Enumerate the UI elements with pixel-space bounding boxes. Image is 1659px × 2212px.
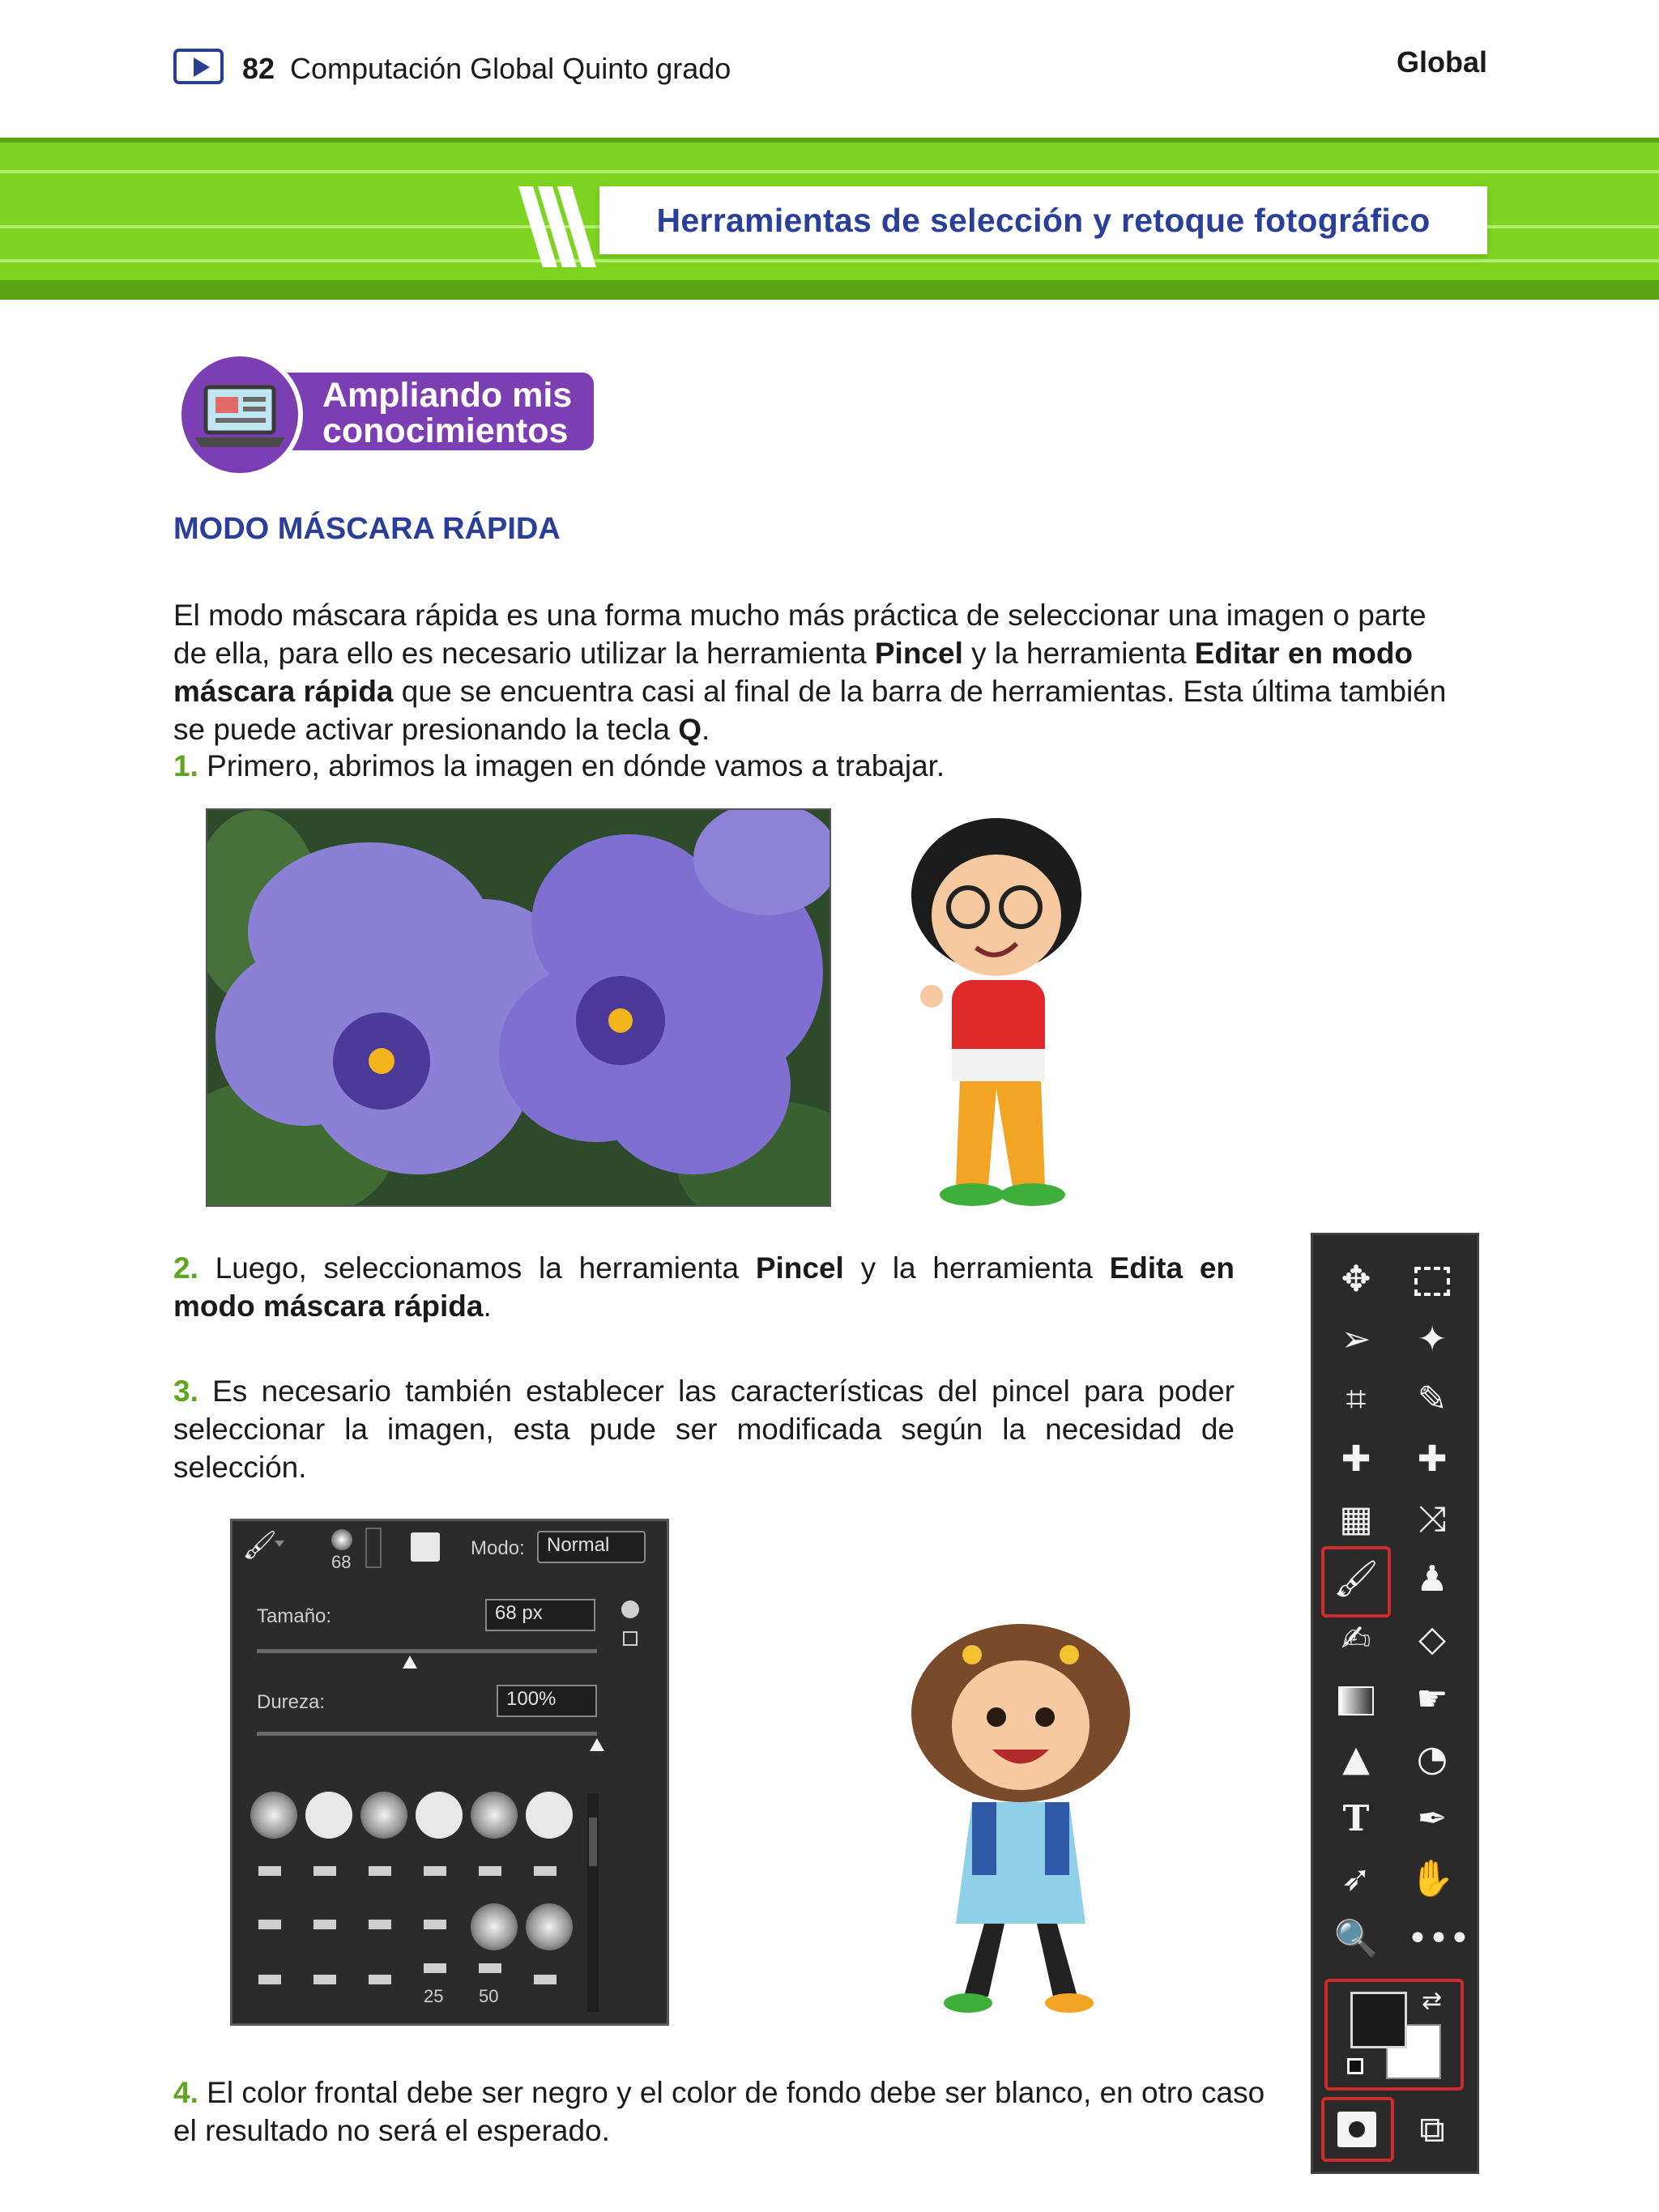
default-colors-icon[interactable] <box>1347 2058 1363 2074</box>
tools-panel <box>1311 1233 1479 2174</box>
intro-line-1: El modo máscara rápida es una forma mucho más práctica de seleccionar una imagen o parte <box>173 599 1427 632</box>
step-3 <box>173 1372 1235 1486</box>
marquee-icon[interactable] <box>1407 1255 1457 1305</box>
eraser-icon[interactable]: ◇ <box>1418 1618 1446 1660</box>
hardness-slider-track[interactable] <box>257 1732 597 1736</box>
size-input[interactable]: 68 px <box>485 1599 595 1631</box>
pen-icon[interactable]: ✒ <box>1417 1798 1448 1839</box>
new-preset-icon[interactable] <box>623 1631 638 1646</box>
brush-preset-tip[interactable] <box>479 1866 501 1876</box>
brush-preset-tip[interactable] <box>313 1866 336 1876</box>
magic-wand-icon[interactable]: ✦ <box>1417 1319 1448 1360</box>
flower-photo <box>206 808 831 1207</box>
size-label: Tamaño: <box>257 1605 332 1627</box>
hardness-label: Dureza: <box>257 1691 326 1713</box>
girl-illustration <box>883 1616 1158 2021</box>
step-bold-mascara: Edita en modo máscara rápida <box>173 1251 1235 1323</box>
intro-line-2: de ella, para ello es necesario utilizar la herramienta Pincel y la herramienta Editar en modo <box>173 637 1414 670</box>
step-1 <box>173 747 1469 785</box>
brush-preset-tip[interactable] <box>313 1975 336 1984</box>
page-number: 82 <box>242 52 275 85</box>
brush-preset-tip[interactable] <box>424 1866 446 1876</box>
brush-preset-soft[interactable] <box>526 1903 573 1950</box>
brush-preset-soft[interactable] <box>360 1792 407 1839</box>
smudge-icon[interactable]: ☛ <box>1416 1678 1448 1720</box>
brush-preset-tip[interactable] <box>534 1975 557 1984</box>
brush-icon[interactable]: 🖌 <box>242 1529 278 1562</box>
boy-illustration <box>883 814 1118 1211</box>
brush-preset-tip[interactable] <box>424 1963 446 1973</box>
mode-select[interactable]: Normal <box>537 1531 646 1563</box>
more-icon[interactable]: ••• <box>1407 1918 1470 1959</box>
screen-mode-icon[interactable]: ⧉ <box>1419 2109 1445 2150</box>
foreground-color-swatch[interactable] <box>1350 1992 1407 2048</box>
swap-colors-icon[interactable]: ⇄ <box>1422 1987 1443 2015</box>
preset-size-label: 50 <box>479 1986 499 2006</box>
intro-line-4: se puede activar presionando la tecla Q. <box>173 713 710 746</box>
size-slider-track[interactable] <box>257 1649 597 1653</box>
sharpen-icon[interactable]: ▲ <box>1342 1738 1370 1779</box>
brush-settings-panel <box>230 1519 669 2026</box>
size-slider-knob[interactable] <box>403 1656 417 1669</box>
brush-preset-tip[interactable] <box>369 1920 391 1929</box>
brush-preset-tip[interactable] <box>369 1975 391 1984</box>
spot-healing-icon[interactable]: ✚ <box>1341 1438 1371 1480</box>
step-number: 2. <box>173 1251 198 1285</box>
content-aware-icon[interactable]: ▦ <box>1339 1498 1373 1540</box>
presets-scrollbar[interactable] <box>587 1793 599 2012</box>
brush-preset-soft[interactable] <box>250 1792 297 1839</box>
step-4 <box>173 2073 1275 2150</box>
crop-icon[interactable]: ⌗ <box>1346 1379 1367 1420</box>
scrollbar-thumb[interactable] <box>589 1818 597 1866</box>
type-icon[interactable]: T <box>1342 1798 1370 1839</box>
badge-line-2: conocimientos <box>322 411 569 450</box>
step-text: El color frontal debe ser negro y el color de fondo debe ser blanco, en otro caso el resultado no será el esperado. <box>173 2076 1265 2147</box>
hardness-slider-knob[interactable] <box>590 1738 604 1751</box>
brush-picker-dropdown[interactable] <box>365 1528 382 1568</box>
section-title: MODO MÁSCARA RÁPIDA <box>173 512 561 546</box>
chevron-down-icon[interactable] <box>275 1541 284 1547</box>
brush-preset-tip[interactable] <box>258 1920 281 1929</box>
move-icon[interactable]: ✥ <box>1341 1259 1371 1300</box>
brush-preset-soft[interactable] <box>471 1903 518 1950</box>
path-select-icon[interactable]: ➶ <box>1341 1858 1371 1899</box>
badge-line-1: Ampliando mis <box>322 376 573 415</box>
brand-label: Global <box>1397 45 1488 79</box>
healing-brush-icon[interactable]: ✚ <box>1417 1438 1448 1480</box>
brush-preset-tip[interactable] <box>258 1975 281 1984</box>
hand-icon[interactable]: ✋ <box>1410 1858 1455 1899</box>
quick-mask-icon[interactable] <box>1337 2112 1376 2147</box>
brush-preset-tip[interactable] <box>479 1963 501 1973</box>
laptop-icon <box>177 352 303 478</box>
step-number: 4. <box>173 2076 198 2109</box>
intro-paragraph <box>173 596 1486 748</box>
step-text: y la herramienta <box>843 1251 1110 1285</box>
banner-title: Herramientas de selección y retoque fotográfico <box>656 202 1431 239</box>
brush-preset-tip[interactable] <box>369 1866 391 1876</box>
step-text: Es necesario también establecer las características del pincel para poder seleccionar la imagen, esta pude ser modificada según la necesidad de selección. <box>173 1375 1235 1484</box>
brush-preset-tip[interactable] <box>313 1920 336 1929</box>
brush-presets-grid[interactable] <box>247 1785 603 2020</box>
step-text: . <box>483 1289 492 1323</box>
brush-preset-tip[interactable] <box>424 1920 446 1929</box>
brush-preset-hard[interactable] <box>416 1792 463 1839</box>
toggle-brush-panel-icon[interactable] <box>411 1532 440 1562</box>
brush-preset-hard[interactable] <box>305 1792 352 1839</box>
brush-preview-icon[interactable] <box>331 1529 352 1550</box>
gradient-icon[interactable] <box>1331 1674 1381 1724</box>
recompose-icon[interactable]: ⤨ <box>1418 1498 1447 1540</box>
brush-preset-hard[interactable] <box>526 1792 573 1839</box>
section-badge <box>177 343 598 479</box>
brush-icon[interactable]: 🖌 <box>1333 1558 1379 1600</box>
zoom-icon[interactable]: 🔍 <box>1333 1918 1379 1959</box>
preset-size-label: 25 <box>424 1986 444 2006</box>
history-brush-icon[interactable]: ✍ <box>1341 1618 1371 1660</box>
brush-size-preview: 68 <box>331 1552 352 1572</box>
stripes-decoration <box>510 186 608 267</box>
step-number: 3. <box>173 1375 198 1408</box>
step-bold-pincel: Pincel <box>755 1251 844 1285</box>
brush-preset-tip[interactable] <box>258 1866 281 1876</box>
settings-gear-icon[interactable] <box>621 1600 639 1618</box>
banner-title-box <box>599 186 1487 254</box>
step-number: 1. <box>173 749 198 782</box>
eyedropper-icon[interactable]: ✎ <box>1417 1379 1448 1420</box>
intro-line-3: máscara rápida que se encuentra casi al final de la barra de herramientas. Esta última también <box>173 675 1447 708</box>
dodge-icon[interactable]: ◔ <box>1416 1738 1448 1779</box>
hardness-input[interactable]: 100% <box>497 1685 597 1717</box>
clone-stamp-icon[interactable]: ♟ <box>1416 1558 1448 1600</box>
mode-label: Modo: <box>471 1537 525 1559</box>
brush-preset-soft[interactable] <box>471 1792 518 1839</box>
step-text: Primero, abrimos la imagen en dónde vamos a trabajar. <box>207 749 945 782</box>
step-2 <box>173 1249 1235 1325</box>
book-title: Computación Global Quinto grado <box>290 52 731 85</box>
brush-preset-tip[interactable] <box>534 1866 557 1876</box>
play-icon <box>173 49 224 84</box>
step-text: Luego, seleccionamos la herramienta <box>215 1251 756 1285</box>
lasso-icon[interactable]: ➢ <box>1341 1319 1371 1360</box>
badge-text <box>322 377 590 449</box>
